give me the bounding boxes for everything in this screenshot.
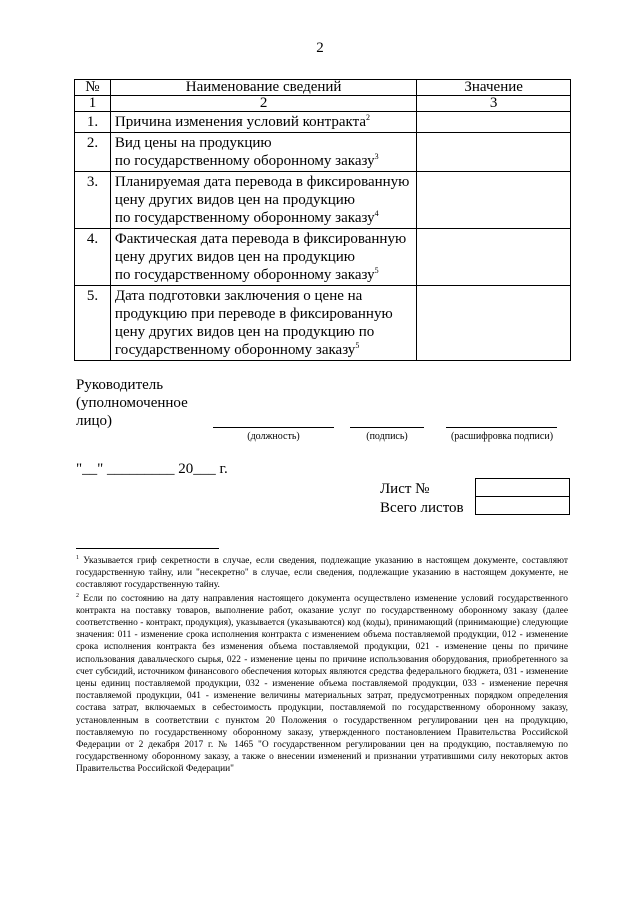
manager-line: лицо): [76, 413, 113, 429]
table-row: [75, 172, 571, 229]
row-name-line: Фактическая дата перевода в фиксированную: [114, 231, 407, 247]
row-name-line: Планируемая дата перевода в фиксированную: [114, 174, 410, 190]
row-number: 1.: [75, 112, 111, 133]
row-value[interactable]: [417, 172, 571, 229]
sheet-labels: [380, 480, 464, 518]
row-value[interactable]: [417, 286, 571, 361]
row-name: [110, 229, 416, 286]
table-row: [75, 133, 571, 172]
row-name-line: по государственному оборонному заказу$^3$: [114, 152, 379, 169]
row-value[interactable]: [417, 229, 571, 286]
row-name: [110, 112, 416, 133]
footnote-mark: 2: [366, 113, 371, 122]
sheet-number-box[interactable]: [475, 478, 570, 497]
footnote-mark: 5: [355, 341, 360, 350]
row-name: [110, 172, 416, 229]
header-name: Наименование сведений: [110, 80, 416, 96]
footnote: $^1$ Указывается гриф секретности в случае, если сведения, подлежащие указанию в настоящем документе, составляют государственную тайну, или "несекретно" в случае, если сведения, подлежащие указанию в настоящем документе, не составляют государственную тайну.: [76, 554, 568, 591]
header-num: №: [75, 80, 111, 96]
row-name: [110, 286, 416, 361]
footnotes: [76, 555, 568, 777]
footnote-mark: 4: [374, 209, 379, 218]
header-value: Значение: [417, 80, 571, 96]
manager-label: [76, 376, 216, 430]
signature-line[interactable]: [350, 427, 424, 428]
manager-line: Руководитель: [76, 377, 164, 393]
footnote-mark: 5: [374, 266, 379, 275]
signature-label: (подпись): [366, 431, 408, 442]
row-value[interactable]: [417, 112, 571, 133]
table-row: [75, 286, 571, 361]
row-name: [110, 133, 416, 172]
position-label: (должность): [247, 431, 300, 442]
row-name-line: Вид цены на продукцию: [114, 135, 272, 151]
decoding-line[interactable]: [446, 427, 557, 428]
table-header-row: [75, 80, 571, 96]
row-name-line: Причина изменения условий контракта$^2$: [114, 113, 371, 130]
row-number: 3.: [75, 172, 111, 229]
row-name-line: по государственному оборонному заказу$^5$: [114, 266, 379, 283]
row-name-line: государственному оборонному заказу$^5$: [114, 341, 360, 358]
row-name-line: цену других видов цен на продукцию: [114, 192, 355, 208]
footnote: $^2$ Если по состоянию на дату направления настоящего документа осуществлено изменение условий государственного контракта на поставку товаров, выполнение работ, оказание услуг по государственному оборонному заказу (далее соответственно - контракт, продукция), указывается (указываются) код (коды), принимающий (принимающие) следующие значения: 011 - изменение срока исполнения контракта с изменением объема поставляемой продукции, 012 - изменение срока исполнения контракта без изменения объема поставляемой продукции, 021 - изменение цены по причине использования давальческого сырья, 022 - изменение цены по причине использования оборудования, приобретенного за счет субсидий, источником финансового обеспечения которых являются средства федерального бюджета, 031 - изменение цены единиц поставляемой продукции, 032 - изменение объема поставляемой продукции, 033 - изменение перечня поставляемой продукции, 041 - изменение величины материальных затрат, предусмотренных порядком определения состава затрат, включаемых в себестоимость продукции, поставляемой по государственному оборонному заказу, установленным в соответствии с пунктом 20 Положения о государственном регулировании цен на продукцию, поставляемую по государственному оборонному заказу, утвержденного постановлением Правительства Российской Федерации от 2 декабря 2017 г. № 1465 "О государственном регулировании цен на продукцию, поставляемую по государственному оборонному заказу, а также о внесении изменений и признании утратившими силу некоторых актов Правительства Российской Федерации": [76, 592, 568, 775]
row-name-line: цену других видов цен на продукцию по: [114, 324, 375, 340]
row-name-line: продукцию при переводе в фиксированную: [114, 306, 393, 322]
column-number-2: 2: [110, 96, 416, 112]
date-line[interactable]: "__" _________ 20___ г.: [76, 461, 228, 477]
row-name-line: Дата подготовки заключения о цене на: [114, 288, 363, 304]
footnote-separator: [76, 548, 219, 549]
manager-line: (уполномоченное: [76, 395, 188, 411]
total-sheets-label: Всего листов: [380, 500, 464, 516]
sheet-number-label: Лист №: [380, 481, 430, 497]
info-table: [74, 79, 571, 361]
column-number-row: [75, 96, 571, 112]
row-value[interactable]: [417, 133, 571, 172]
table-row: [75, 229, 571, 286]
decoding-label: (расшифровка подписи): [450, 431, 554, 442]
column-number-3: 3: [417, 96, 571, 112]
row-number: 4.: [75, 229, 111, 286]
row-name-line: цену других видов цен на продукцию: [114, 249, 355, 265]
row-name-line: по государственному оборонному заказу$^4$: [114, 209, 379, 226]
page-number: 2: [316, 40, 324, 56]
row-number: 2.: [75, 133, 111, 172]
row-number: 5.: [75, 286, 111, 361]
total-sheets-box[interactable]: [475, 496, 570, 515]
footnote-mark: 3: [374, 152, 379, 161]
table-row: [75, 112, 571, 133]
column-number-1: 1: [75, 96, 111, 112]
position-line[interactable]: [213, 427, 334, 428]
